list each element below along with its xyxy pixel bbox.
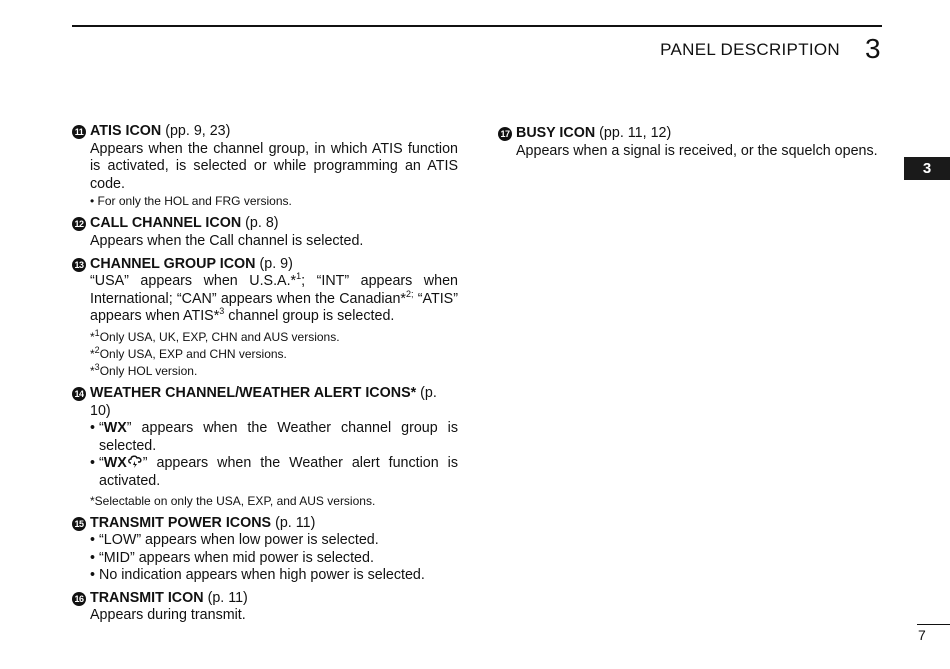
item-description: Appears during transmit.: [90, 607, 246, 624]
item-title: WEATHER CHANNEL/WEATHER ALERT ICONS*: [90, 384, 417, 401]
page-reference: (pp. 11, 12): [599, 125, 672, 141]
bullet-item: • No indication appears when high power is selected.: [90, 567, 458, 585]
page-reference: (p. 10): [90, 384, 437, 419]
item-title: TRANSMIT POWER ICONS: [90, 514, 272, 531]
footnote-ref: 1: [296, 271, 302, 282]
item-number-marker: 17: [498, 127, 512, 141]
top-rule: [72, 25, 882, 27]
bullet-item: • “MID” appears when mid power is selected.: [90, 550, 458, 568]
item-title: CALL CHANNEL ICON: [90, 215, 242, 232]
right-column: [498, 125, 883, 165]
desc-part: channel group is selected.: [224, 308, 395, 325]
item-description: Appears when the Call channel is selected.: [90, 232, 364, 249]
footnote-mark: *: [90, 346, 95, 361]
page-number-rule: [917, 624, 950, 625]
item-title: ATIS ICON: [90, 123, 162, 139]
footnote-sup: 1: [94, 327, 100, 338]
section-title: PANEL DESCRIPTION: [660, 40, 840, 59]
page-reference: (pp. 9, 23): [165, 123, 231, 139]
item-number-marker: 15: [72, 517, 86, 531]
lightning-cloud-icon: [127, 455, 143, 469]
item-busy-icon: [498, 125, 883, 160]
item-call-channel-icon: [72, 215, 458, 250]
page-number: 7: [918, 627, 926, 643]
item-transmit-icon: [72, 590, 458, 625]
footnote: [90, 363, 458, 380]
chapter-tab: 3: [904, 157, 950, 180]
item-number-marker: 12: [72, 217, 86, 231]
item-description: [90, 273, 458, 326]
item-description: Appears when a signal is received, or the squelch opens.: [516, 142, 878, 159]
desc-part: “ATIS” appears when ATIS*: [90, 290, 458, 325]
quote-mark: “: [99, 455, 104, 472]
quote-mark: “: [99, 420, 104, 437]
bullet-item: [90, 420, 458, 455]
item-number-marker: 13: [72, 258, 86, 272]
item-weather-icons: [72, 385, 458, 510]
item-number-marker: 11: [72, 125, 86, 139]
item-number-marker: 14: [72, 387, 86, 401]
item-title: BUSY ICON: [516, 125, 596, 141]
item-title: CHANNEL GROUP ICON: [90, 255, 256, 272]
desc-part: “USA” appears when U.S.A.*: [90, 273, 297, 290]
footnote-sup: 3: [94, 361, 100, 372]
footnote-ref: 3: [219, 306, 225, 317]
footnote-mark: *: [90, 363, 95, 378]
item-title: TRANSMIT ICON: [90, 589, 204, 606]
footnote-mark: *: [90, 329, 95, 344]
wx-alert-icon: WX: [103, 455, 127, 472]
footnote-text: Only HOL version.: [99, 363, 198, 378]
footnote: [90, 329, 458, 346]
bullet-text: ” appears when the Weather channel group is selected.: [99, 420, 458, 454]
page-reference: (p. 8): [245, 215, 279, 232]
desc-part: ; “INT” appears when International; “CAN” appears when the Canadian*: [90, 273, 458, 307]
wx-channel-icon: WX: [103, 420, 127, 437]
item-note: • For only the HOL and FRG versions.: [90, 194, 292, 209]
footnote-sup: 2: [94, 344, 100, 355]
bullet-item: • “LOW” appears when low power is selected.: [90, 532, 458, 550]
footnote-text: Only USA, EXP and CHN versions.: [99, 346, 287, 361]
footnote-text: Only USA, UK, EXP, CHN and AUS versions.: [99, 329, 340, 344]
item-transmit-power-icons: [72, 515, 458, 585]
page-reference: (p. 9): [259, 255, 293, 272]
item-note: *Selectable on only the USA, EXP, and AUS versions.: [90, 493, 376, 508]
footnote-ref: 2;: [406, 288, 414, 299]
item-channel-group-icon: [72, 256, 458, 380]
bullet-text: ” appears when the Weather alert function is activated.: [99, 455, 458, 489]
page-reference: (p. 11): [207, 589, 248, 606]
item-description: Appears when the channel group, in which ATIS function is activated, is selected or while programming an ATIS code.: [90, 140, 458, 192]
item-atis-icon: [72, 123, 458, 210]
page-reference: (p. 11): [275, 514, 316, 531]
left-column: [72, 123, 458, 630]
footnote: [90, 346, 458, 363]
section-number: 3: [865, 33, 881, 64]
bullet-item: [90, 455, 458, 490]
item-number-marker: 16: [72, 592, 86, 606]
